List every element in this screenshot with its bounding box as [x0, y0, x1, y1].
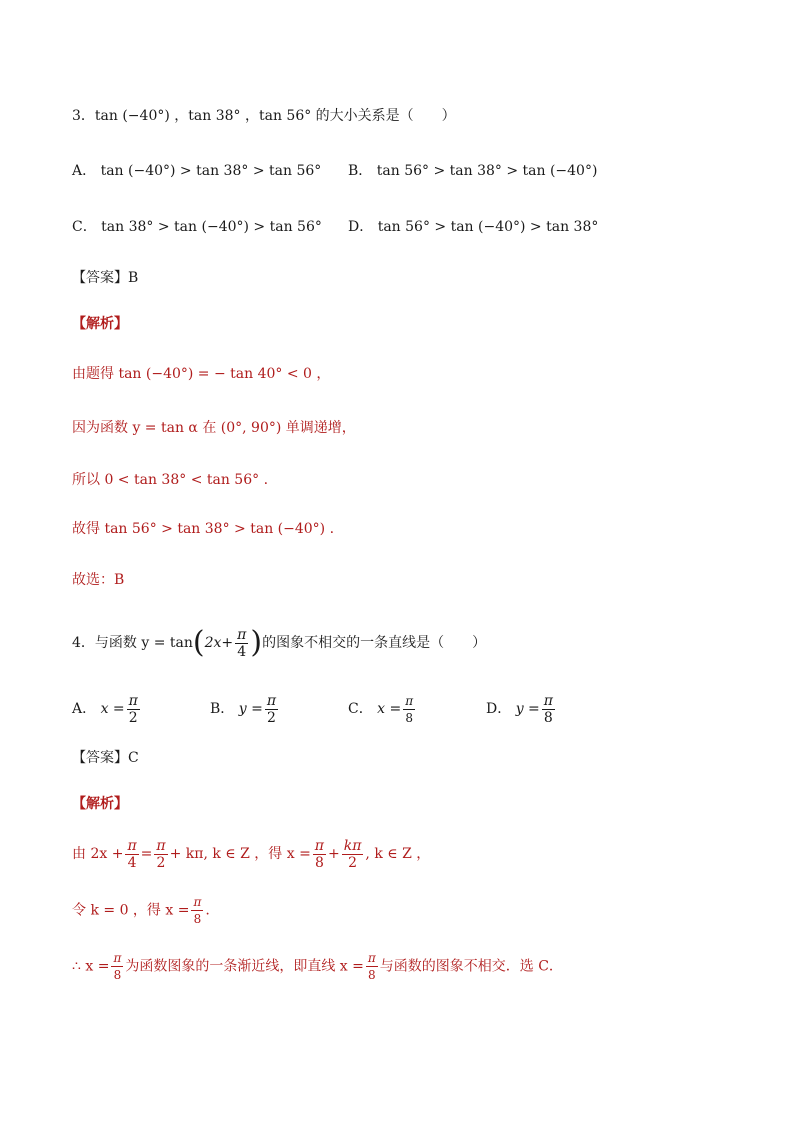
- fraction: $\frac{\pi}{8}$: [314, 837, 324, 871]
- q4-step-2: [72, 894, 210, 927]
- q3-step-2: 因为函数 y = tan α 在 (0°, 90°) 单调递增，: [72, 420, 356, 436]
- option-text: tan (−40°) > tan 38° > tan 56°: [100, 163, 322, 179]
- text: .: [205, 902, 210, 919]
- option-text: tan 38° > tan (−40°) > tan 56°: [101, 219, 322, 235]
- option-lhs: x =: [377, 701, 402, 717]
- text: + kπ, k ∈ Z ，得 x =: [169, 846, 311, 862]
- q3-option-a: [72, 161, 321, 181]
- option-text: tan 56° > tan 38° > tan (−40°): [376, 163, 598, 179]
- right-paren: ): [250, 625, 263, 660]
- text: 由 2x +: [72, 846, 124, 862]
- q3-step-4: 故得 tan 56° > tan 38° > tan (−40°) .: [72, 521, 335, 537]
- q4-stem-prefix: 4．与函数 y = tan: [72, 635, 193, 651]
- q3-analysis-title: 【解析】: [72, 316, 128, 332]
- q3-option-c: [72, 217, 322, 237]
- option-label: C．: [348, 701, 373, 717]
- q4-option-d: [486, 692, 557, 726]
- fraction: $\frac{\pi}{4}$: [127, 837, 137, 871]
- q4-answer: 【答案】C: [72, 750, 139, 766]
- option-label: A．: [72, 701, 97, 717]
- fraction: $\frac{\pi}{8}$: [405, 693, 414, 725]
- q4-option-a: [72, 692, 142, 726]
- q4-stem: [72, 625, 486, 661]
- q4-stem-arg: 2x+: [204, 635, 234, 651]
- q3-option-d: [348, 217, 598, 237]
- q3-step-3: 所以 0 < tan 38° < tan 56° .: [72, 472, 269, 488]
- option-label: C．: [72, 219, 97, 235]
- option-label: A．: [72, 163, 97, 179]
- text: 令 k = 0 ，得 x =: [72, 902, 190, 919]
- q4-step-3: [72, 950, 563, 983]
- q3-option-b: [348, 161, 597, 181]
- text: 为函数图象的一条渐近线，即直线 x =: [125, 958, 364, 975]
- text: , k ∈ Z ，: [365, 846, 431, 862]
- q4-analysis-title: 【解析】: [72, 796, 128, 812]
- fraction: $\frac{\pi}{2}$: [156, 837, 166, 871]
- q4-option-c: [348, 692, 417, 726]
- option-label: D．: [486, 701, 512, 717]
- q3-step-1: 由题得 tan (−40°) = − tan 40° < 0 ，: [72, 366, 331, 382]
- fraction: $\frac{\pi}{2}$: [128, 692, 138, 726]
- q3-step-5: 故选：B: [72, 572, 125, 588]
- option-lhs: x =: [100, 701, 125, 717]
- q4-stem-suffix: 的图象不相交的一条直线是（ ）: [262, 635, 487, 651]
- text: +: [328, 846, 340, 862]
- q4-step-1: [72, 836, 430, 872]
- text: 与函数的图象不相交．选 C．: [379, 958, 563, 975]
- option-text: tan 56° > tan (−40°) > tan 38°: [377, 219, 599, 235]
- text: =: [140, 846, 153, 862]
- option-lhs: y =: [515, 701, 540, 717]
- q3-stem: 3．tan (−40°) ，tan 38° ，tan 56° 的大小关系是（ ）: [72, 108, 456, 124]
- fraction: $\frac{\pi}{8}$: [193, 895, 202, 926]
- q4-option-b: [210, 692, 280, 726]
- option-label: B．: [348, 163, 373, 179]
- fraction: $\frac{\pi}{8}$: [113, 951, 122, 982]
- option-lhs: y =: [238, 701, 263, 717]
- q3-answer: 【答案】B: [72, 270, 139, 286]
- option-label: B．: [210, 701, 235, 717]
- option-label: D．: [348, 219, 374, 235]
- text: ∴ x =: [72, 958, 110, 975]
- fraction: $\frac{\pi}{8}$: [367, 951, 376, 982]
- fraction: $\frac{k\pi}{2}$: [343, 837, 362, 871]
- left-paren: (: [192, 625, 205, 660]
- fraction: $\frac{\pi}{2}$: [266, 692, 277, 726]
- fraction: $\frac{\pi}{4}$: [237, 626, 247, 660]
- fraction: $\frac{\pi}{8}$: [543, 692, 553, 726]
